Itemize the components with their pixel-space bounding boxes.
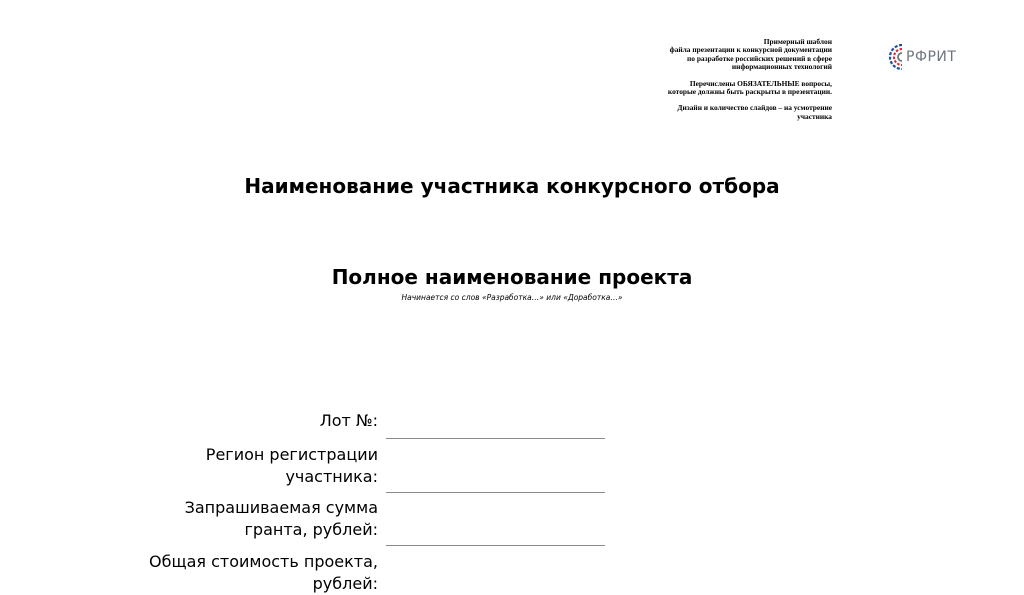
note-line: по разработке российских решений в сфере [687,53,832,63]
lot-label-text: Лот №: [319,411,378,430]
note-line: участника [797,111,832,121]
template-note [560,38,832,129]
lot-field[interactable] [386,438,605,439]
rfrit-logo-icon [890,43,904,71]
note-line: файла презентации к конкурсной документации [669,45,832,55]
note-line: Перечислены ОБЯЗАТЕЛЬНЫЕ вопросы, [689,78,832,88]
region-label-line: участника: [285,467,378,486]
note-paragraph-2 [560,80,832,97]
region-field[interactable] [386,492,605,493]
lot-label [320,410,378,432]
note-paragraph-1 [560,38,832,72]
note-line: Примерный шаблон [763,37,832,46]
region-label-line: Регион регистрации [205,445,378,464]
rfrit-logo [890,42,956,72]
grant-label-line: гранта, рублей: [244,520,378,539]
grant-field[interactable] [386,545,605,546]
cost-label-line: Общая стоимость проекта, [149,552,378,571]
project-hint: Начинается со слов «Разработка…» или «Доработка…» [401,293,623,302]
note-line: информационных технологий [731,62,832,72]
logo-text: РФРИТ [906,49,957,65]
project-title: Полное наименование проекта [331,265,693,289]
cost-label [149,551,378,595]
grant-label [185,497,378,541]
region-label [206,444,378,488]
note-line: которые должны быть раскрыты в презентации. [667,87,832,97]
note-paragraph-3 [560,104,832,121]
note-line: Дизайн и количество слайдов – на усмотрение [677,103,832,113]
participant-title: Наименование участника конкурсного отбора [244,174,780,198]
grant-label-line: Запрашиваемая сумма [184,498,378,517]
cost-label-line: рублей: [312,574,378,593]
